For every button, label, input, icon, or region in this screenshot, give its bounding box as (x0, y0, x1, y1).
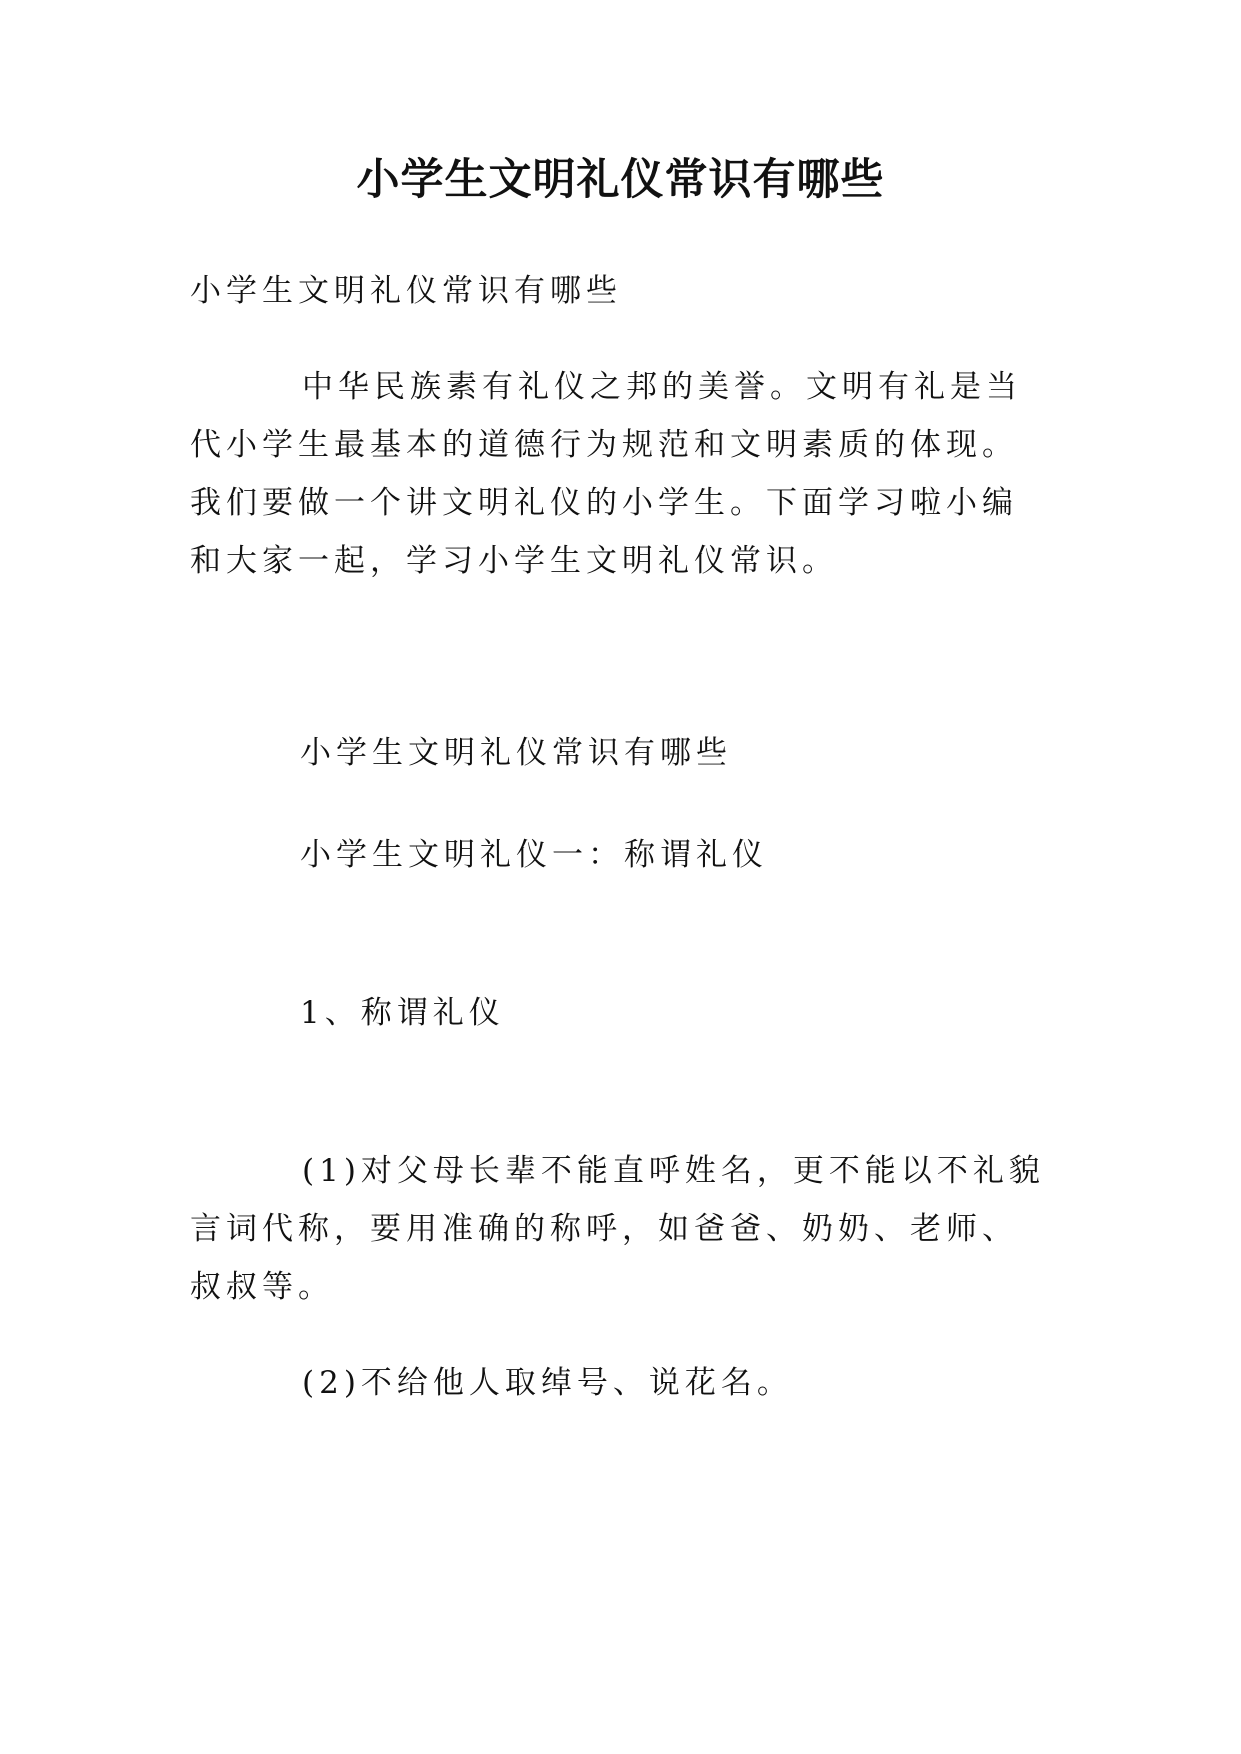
document-subtitle: 小学生文明礼仪常识有哪些 (190, 273, 622, 309)
point-1-paragraph: (1)对父母长辈不能直呼姓名，更不能以不礼貌言词代称，要用准确的称呼，如爸爸、奶奶、老师、叔叔等。 (190, 1153, 1045, 1305)
point-2-paragraph: (2)不给他人取绰号、说花名。 (302, 1365, 793, 1401)
intro-paragraph: 中华民族素有礼仪之邦的美誉。文明有礼是当代小学生最基本的道德行为规范和文明素质的体现。我们要做一个讲文明礼仪的小学生。下面学习啦小编和大家一起，学习小学生文明礼仪常识。 (190, 369, 1022, 579)
item-heading: 1、称谓礼仪 (300, 995, 505, 1031)
document-title: 小学生文明礼仪常识有哪些 (356, 155, 885, 205)
part-heading: 小学生文明礼仪一：称谓礼仪 (300, 837, 768, 873)
section-heading: 小学生文明礼仪常识有哪些 (300, 735, 732, 771)
